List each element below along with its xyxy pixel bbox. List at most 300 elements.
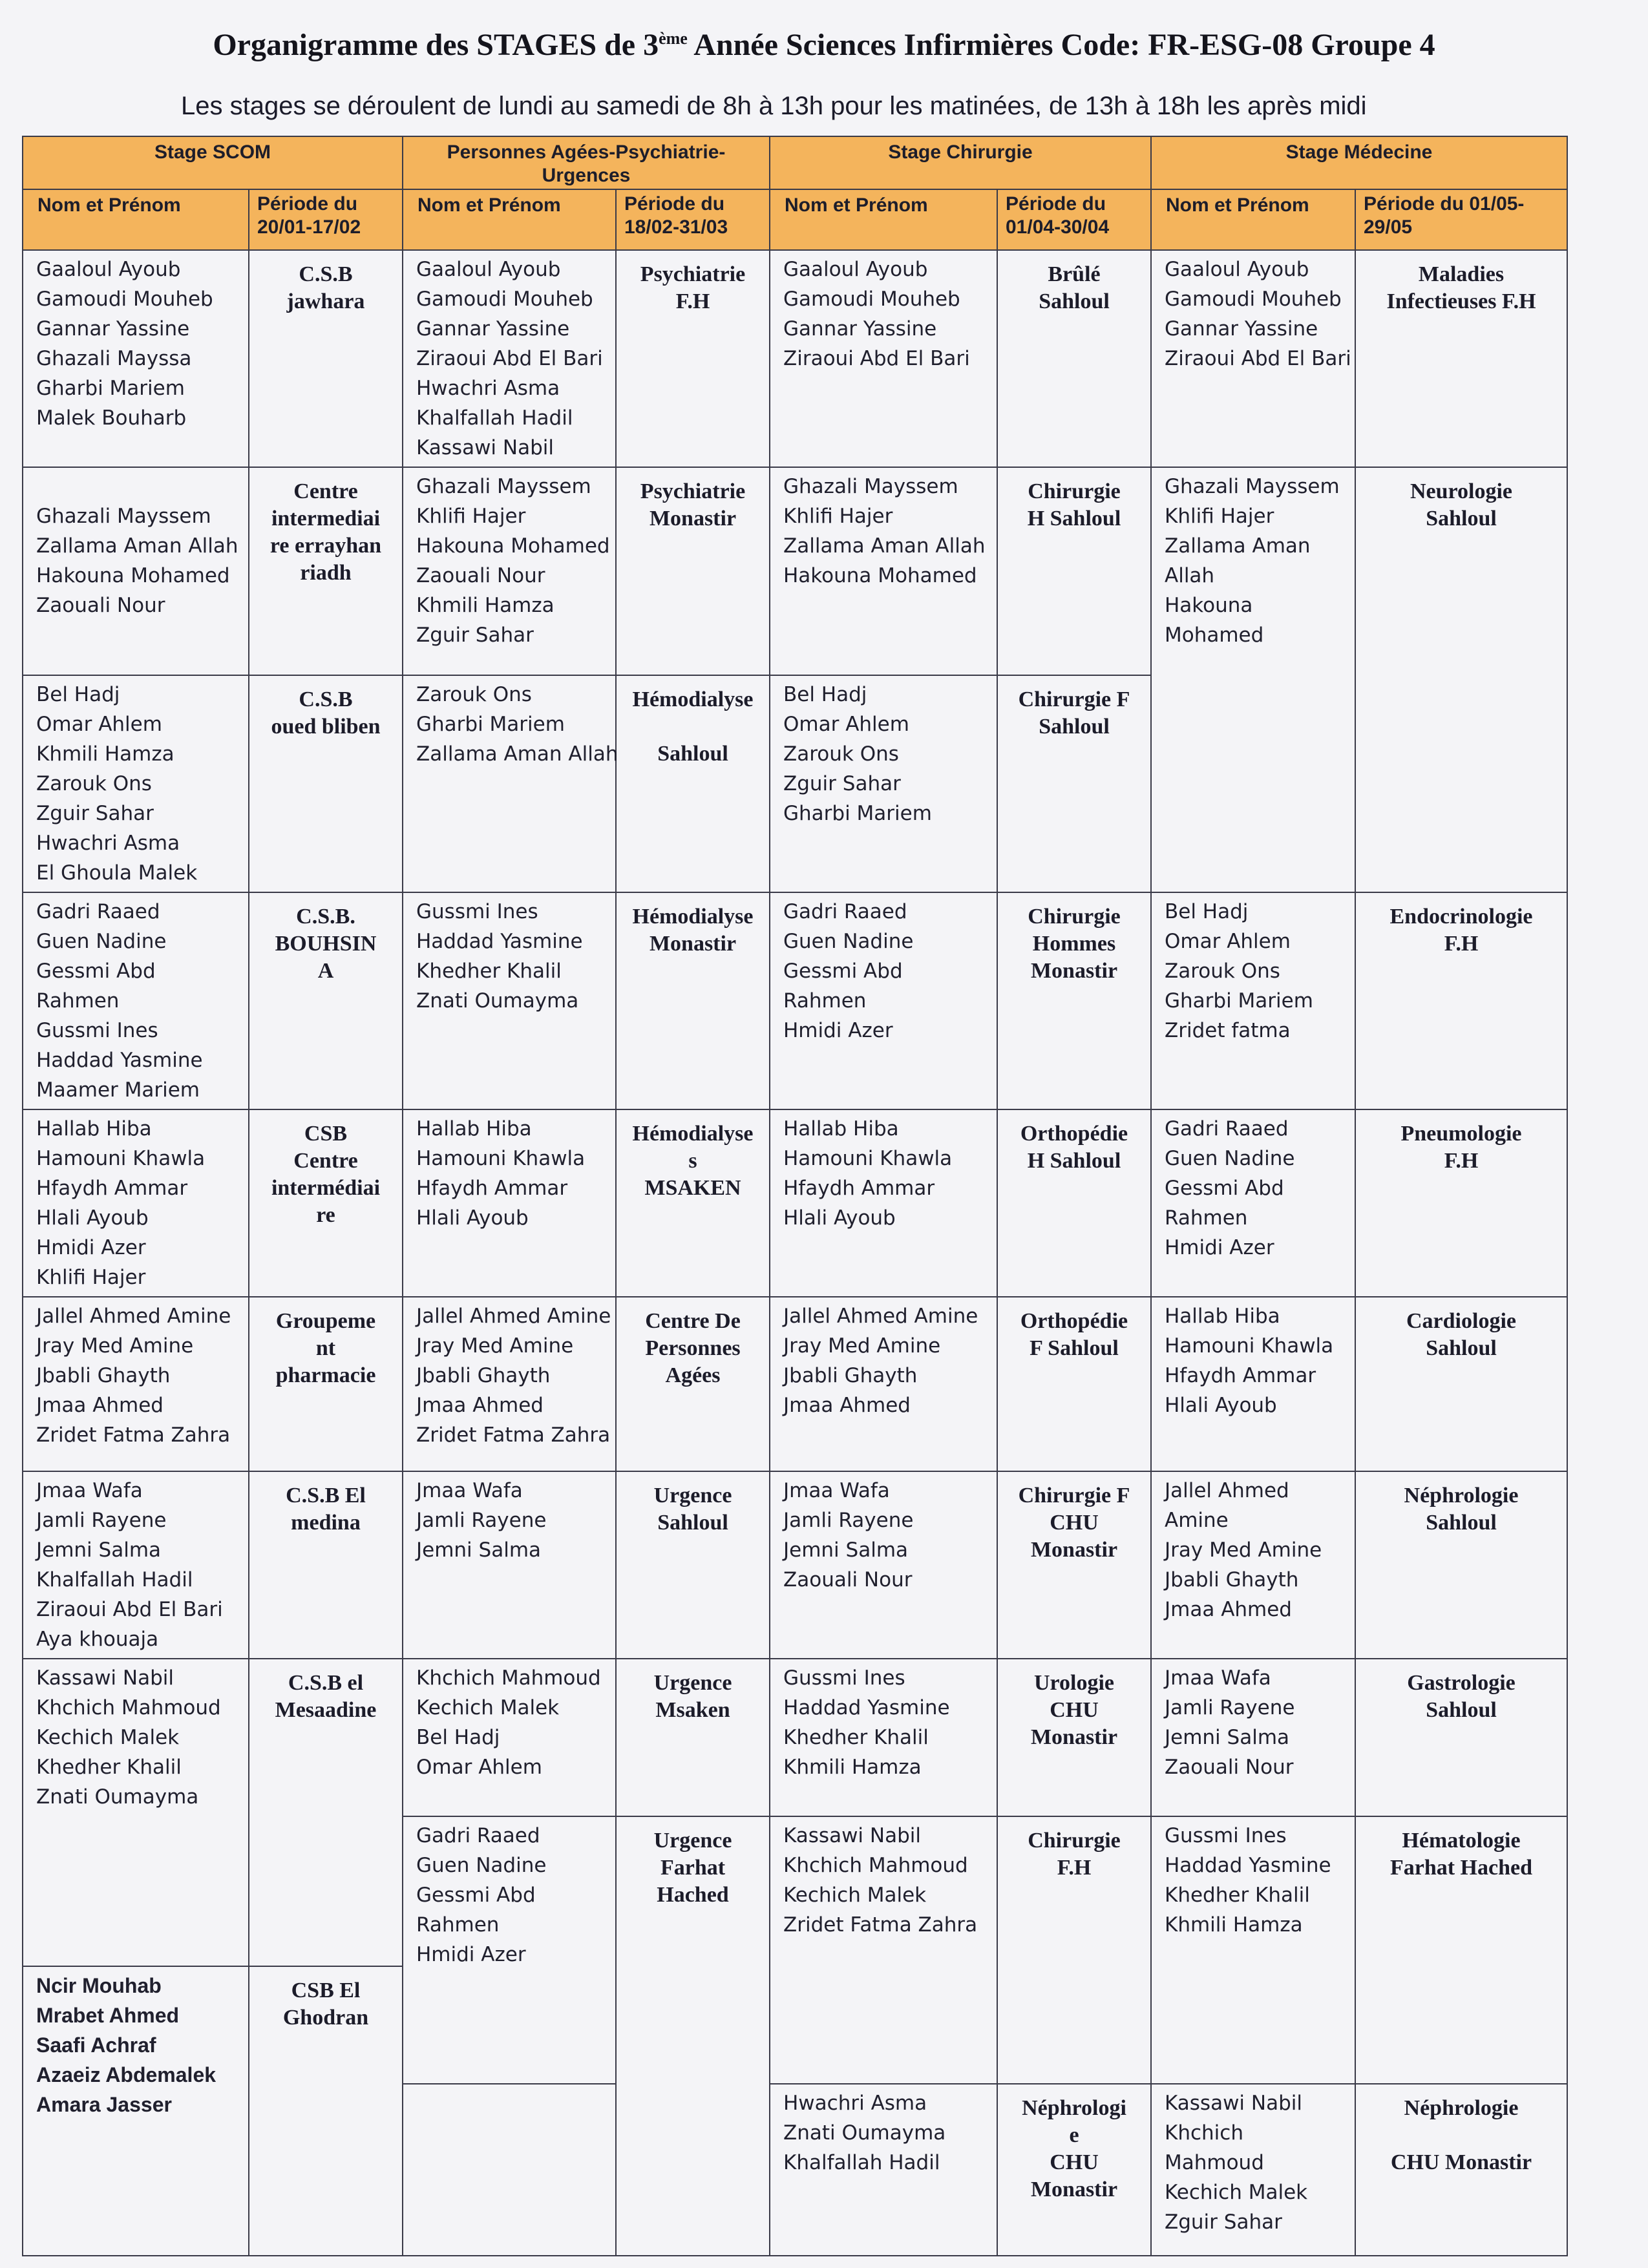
student-name: Gannar Yassine [36, 317, 190, 341]
scom-student-list [23, 892, 249, 1109]
psy-stage-location [616, 1109, 770, 1297]
empty-cell [403, 2084, 616, 2256]
location-line: e [1069, 2123, 1079, 2147]
chir-stage-location [997, 467, 1151, 675]
student-name: Hwachri Asma [783, 2092, 927, 2115]
location-line: Chirurgie [1028, 479, 1121, 503]
student-name: Jray Med Amine [783, 1334, 941, 1358]
student-name: Hakouna Mohamed [783, 564, 977, 587]
student-name: Jallel Ahmed [1165, 1479, 1289, 1502]
student-name: Bel Hadj [1165, 900, 1249, 923]
location-line: Chirurgie F [1018, 688, 1130, 711]
student-name: Gadri Raaed [783, 900, 907, 923]
student-name: Omar Ahlem [783, 713, 909, 736]
name-header-scom: Nom et Prénom [23, 189, 249, 250]
student-name: Gussmi Ines [783, 1666, 905, 1690]
header-med: Stage Médecine [1151, 136, 1567, 189]
chir-student-list [770, 467, 997, 675]
location-line: BOUHSIN [275, 932, 377, 956]
student-name: Zaouali Nour [416, 564, 545, 587]
location-line: Personnes [645, 1336, 741, 1360]
student-name: Khchich [1165, 2121, 1243, 2145]
student-name: Khlifi Hajer [36, 1266, 146, 1289]
student-name: Ncir Mouhab [36, 1974, 162, 1997]
student-name: Zallama Aman Allah [783, 534, 986, 558]
student-name: Hmidi Azer [416, 1943, 526, 1966]
student-name: Gessmi Abd [416, 1884, 536, 1907]
location-line: CHU [1050, 1698, 1099, 1722]
student-name: Khchich Mahmoud [783, 1854, 968, 1877]
med-stage-location [1355, 1109, 1567, 1297]
location-line: CHU [1050, 1511, 1099, 1535]
student-name: Guen Nadine [36, 930, 167, 953]
student-name: Jemni Salma [416, 1538, 542, 1562]
location-line: Sahloul [657, 1511, 728, 1535]
psy-stage-location [616, 892, 770, 1109]
student-name: Khedher Khalil [416, 960, 562, 983]
student-name: Hallab Hiba [416, 1117, 532, 1140]
location-line: C.S.B el [288, 1671, 364, 1695]
location-line: Monastir [1030, 2178, 1118, 2201]
location-line: F.H [1444, 932, 1479, 956]
location-line: Monastir [1030, 959, 1118, 983]
location-line: Monastir [1030, 1538, 1118, 1562]
location-line: riadh [300, 561, 352, 585]
student-name: Hamouni Khawla [1165, 1334, 1334, 1358]
location-line: C.S.B [299, 688, 353, 711]
student-name: Zarouk Ons [36, 772, 152, 795]
location-line: Néphrologie [1404, 2096, 1519, 2120]
chir-student-list [770, 250, 997, 467]
scom-student-list [23, 1109, 249, 1297]
student-name: Gharbi Mariem [1165, 989, 1313, 1013]
student-name: Gadri Raaed [416, 1824, 540, 1847]
student-name: El Ghoula Malek [36, 861, 198, 885]
psy-student-list [403, 1816, 616, 2084]
chir-student-list [770, 1297, 997, 1471]
student-name: Zaouali Nour [1165, 1756, 1294, 1779]
name-header-psy: Nom et Prénom [403, 189, 616, 250]
location-line: Hommes [1032, 932, 1116, 956]
chir-student-list [770, 892, 997, 1109]
student-name: Jemni Salma [783, 1538, 909, 1562]
student-name: Hfaydh Ammar [416, 1177, 568, 1200]
student-name: Hmidi Azer [36, 1236, 146, 1259]
location-line: H Sahloul [1027, 1149, 1121, 1173]
location-line: Farhat [660, 1856, 726, 1880]
location-line: MSAKEN [644, 1176, 741, 1200]
student-name [36, 472, 244, 501]
student-name: Jmaa Wafa [783, 1479, 890, 1502]
location-line: Mesaadine [275, 1698, 377, 1722]
med-student-list [1151, 1659, 1355, 1816]
scom-stage-location [249, 1297, 403, 1471]
header-chir: Stage Chirurgie [770, 136, 1151, 189]
student-name: Haddad Yasmine [1165, 1854, 1331, 1877]
student-name: Jbabli Ghayth [36, 1364, 171, 1387]
student-name: Gamoudi Mouheb [783, 288, 960, 311]
location-line: nt [315, 1336, 336, 1360]
student-name: Zguir Sahar [36, 802, 154, 825]
scom-student-list [23, 1471, 249, 1659]
location-line: Centre De [645, 1309, 741, 1333]
student-name: Jbabli Ghayth [783, 1364, 918, 1387]
location-line: C.S.B [299, 262, 353, 286]
location-line: Neurologie [1410, 479, 1512, 503]
student-name: Amine [1165, 1509, 1229, 1532]
student-name: Haddad Yasmine [36, 1049, 203, 1072]
location-line: C.S.B El [286, 1484, 366, 1507]
student-name: Gussmi Ines [416, 900, 538, 923]
psy-student-list [403, 1471, 616, 1659]
student-name: Jmaa Wafa [416, 1479, 523, 1502]
location-line: Infectieuses F.H [1386, 289, 1536, 313]
page-title [0, 27, 1648, 63]
chir-stage-location [997, 1659, 1151, 1816]
location-line [1361, 2122, 1561, 2149]
location-line: Psychiatrie [640, 262, 746, 286]
location-line: Sahloul [1426, 1511, 1497, 1535]
student-name: Gamoudi Mouheb [36, 288, 213, 311]
student-name: Gharbi Mariem [416, 713, 565, 736]
med-student-list [1151, 1297, 1355, 1471]
title-rest: Année Sciences Infirmières Code: FR-ESG-08 Groupe 4 [687, 28, 1435, 62]
chir-stage-location [997, 1816, 1151, 2084]
student-name: Saafi Achraf [36, 2033, 156, 2057]
scom-student-list [23, 675, 249, 892]
student-name: Zarouk Ons [1165, 960, 1280, 983]
chir-stage-location [997, 250, 1151, 467]
psy-stage-location [616, 1816, 770, 2256]
med-student-list [1151, 1816, 1355, 2084]
student-name: Mahmoud [1165, 2151, 1264, 2174]
student-name: Mohamed [1165, 624, 1264, 647]
student-name: Khalfallah Hadil [416, 406, 573, 430]
student-name: Jmaa Ahmed [1165, 1598, 1292, 1621]
student-name: Hlali Ayoub [36, 1206, 149, 1230]
student-name: Jmaa Wafa [1165, 1666, 1271, 1690]
student-name: Hfaydh Ammar [1165, 1364, 1316, 1387]
student-name: Guen Nadine [1165, 1147, 1295, 1170]
location-line: Monastir [649, 932, 737, 956]
student-name: Aya khouaja [36, 1628, 159, 1651]
location-line: Sahloul [1426, 1698, 1497, 1722]
med-student-list [1151, 2084, 1355, 2256]
student-name: Khmili Hamza [36, 742, 174, 766]
title-main: Organigramme des STAGES de 3 [213, 28, 659, 62]
location-line: Orthopédie [1020, 1309, 1128, 1333]
student-name: Guen Nadine [416, 1854, 547, 1877]
location-line: Urgence [653, 1484, 732, 1507]
student-name: Ziraoui Abd El Bari [783, 347, 970, 370]
student-name: Rahmen [36, 989, 120, 1013]
student-name: Amara Jasser [36, 2093, 172, 2116]
student-name: Hamouni Khawla [416, 1147, 586, 1170]
student-name: Gaaloul Ayoub [783, 258, 928, 281]
scom-stage-location [249, 1471, 403, 1659]
student-name: Gaaloul Ayoub [36, 258, 181, 281]
location-line: F.H [1057, 1856, 1092, 1880]
location-line: Chirurgie [1028, 1829, 1121, 1853]
med-stage-location [1355, 2084, 1567, 2256]
student-name: Hamouni Khawla [783, 1147, 953, 1170]
student-name: Jamli Rayene [416, 1509, 547, 1532]
psy-student-list [403, 1109, 616, 1297]
student-name: Malek Bouharb [36, 406, 187, 430]
location-line: Néphrologie [1404, 1484, 1519, 1507]
location-line: jawhara [286, 289, 365, 313]
student-name: Jallel Ahmed Amine [416, 1305, 611, 1328]
scom-student-list [23, 467, 249, 675]
student-name: Rahmen [783, 989, 867, 1013]
location-line: Farhat Hached [1389, 1856, 1533, 1880]
location-line: Monastir [649, 507, 737, 530]
psy-stage-location [616, 250, 770, 467]
student-name: Hlali Ayoub [1165, 1394, 1277, 1417]
header-scom: Stage SCOM [23, 136, 403, 189]
psy-student-list [403, 1659, 616, 1816]
period-header-scom: Période du 20/01-17/02 [249, 189, 403, 250]
location-line: CHU [1050, 2150, 1099, 2174]
student-name: Zallama Aman Allah [36, 534, 238, 558]
student-name: Hallab Hiba [1165, 1305, 1280, 1328]
location-line: Urgence [653, 1829, 732, 1853]
internship-table [22, 136, 1568, 2256]
student-name: Hwachri Asma [416, 377, 560, 400]
med-student-list [1151, 467, 1355, 892]
student-name: Zridet Fatma Zahra [416, 1423, 611, 1447]
location-line: Endocrinologie [1389, 905, 1533, 929]
student-name: Kassawi Nabil [416, 436, 554, 459]
location-line: pharmacie [275, 1363, 376, 1387]
student-name: Gamoudi Mouheb [1165, 288, 1342, 311]
student-name: Hfaydh Ammar [36, 1177, 188, 1200]
psy-student-list [403, 467, 616, 675]
student-name: Khedher Khalil [1165, 1884, 1310, 1907]
student-name: Khlifi Hajer [416, 505, 526, 528]
location-line: Néphrologi [1022, 2096, 1126, 2120]
psy-stage-location [616, 1297, 770, 1471]
location-line: Pneumologie [1400, 1122, 1522, 1146]
location-line: Urgence [653, 1671, 732, 1695]
scom-student-list [23, 1659, 249, 1966]
student-name: Omar Ahlem [416, 1756, 542, 1779]
student-name: Khlifi Hajer [1165, 505, 1274, 528]
chir-stage-location [997, 892, 1151, 1109]
psy-stage-location [616, 467, 770, 675]
location-line: Msaken [655, 1698, 730, 1722]
student-name: Jmaa Ahmed [783, 1394, 911, 1417]
student-name: Hamouni Khawla [36, 1147, 206, 1170]
period-header-med: Période du 01/05-29/05 [1355, 189, 1567, 250]
student-name: Gadri Raaed [36, 900, 160, 923]
chir-student-list [770, 1109, 997, 1297]
location-line: medina [291, 1511, 361, 1535]
location-line: Sahloul [1426, 1336, 1497, 1360]
student-name: Ghazali Mayssem [416, 475, 591, 498]
location-line: Sahloul [1039, 289, 1110, 313]
student-name: Hallab Hiba [783, 1117, 899, 1140]
student-name: Gharbi Mariem [36, 377, 185, 400]
location-line: CSB El [291, 1979, 361, 2002]
student-name: Zarouk Ons [783, 742, 899, 766]
student-name: Kechich Malek [416, 1696, 560, 1719]
student-name: Kassawi Nabil [36, 1666, 174, 1690]
location-line: Ghodran [282, 2006, 369, 2030]
location-line: F.H [675, 289, 710, 313]
student-name: Jamli Rayene [36, 1509, 167, 1532]
student-name: Hakouna [1165, 594, 1253, 617]
student-name: Gamoudi Mouheb [416, 288, 593, 311]
student-name: Zridet Fatma Zahra [36, 1423, 231, 1447]
location-line: Monastir [1030, 1725, 1118, 1749]
student-name: Khalfallah Hadil [36, 1568, 193, 1591]
student-name: Khmili Hamza [1165, 1913, 1303, 1937]
student-name: Jmaa Wafa [36, 1479, 143, 1502]
student-name: Hmidi Azer [1165, 1236, 1274, 1259]
med-stage-location [1355, 250, 1567, 467]
location-line: Psychiatrie [640, 479, 746, 503]
student-name: Znati Oumayma [416, 989, 579, 1013]
location-line: intermediai [271, 507, 381, 530]
student-name: Khmili Hamza [416, 594, 555, 617]
student-name: Zarouk Ons [416, 683, 532, 706]
chir-student-list [770, 1659, 997, 1816]
student-name: Gaaloul Ayoub [1165, 258, 1309, 281]
med-student-list [1151, 1109, 1355, 1297]
student-name: Rahmen [1165, 1206, 1248, 1230]
psy-student-list [403, 250, 616, 467]
student-name: Ghazali Mayssa [36, 347, 192, 370]
student-name: Rahmen [416, 1913, 500, 1937]
schedule-note: Les stages se déroulent de lundi au samedi de 8h à 13h pour les matinées, de 13h à 18h les après midi [181, 92, 1367, 120]
student-name: Jemni Salma [36, 1538, 162, 1562]
location-line: Chirurgie [1028, 905, 1121, 929]
location-line: Sahloul [1039, 715, 1110, 739]
student-name: Hakouna Mohamed [36, 564, 230, 587]
chir-stage-location [997, 1471, 1151, 1659]
psy-student-list [403, 675, 616, 892]
student-name: Azaeiz Abdemalek [36, 2063, 217, 2086]
student-name: Zaouali Nour [36, 594, 165, 617]
student-name: Omar Ahlem [1165, 930, 1291, 953]
student-name: Khchich Mahmoud [36, 1696, 221, 1719]
med-stage-location [1355, 892, 1567, 1109]
chir-stage-location [997, 1109, 1151, 1297]
student-name: Gessmi Abd [783, 960, 903, 983]
name-header-chir: Nom et Prénom [770, 189, 997, 250]
location-line: Brûlé [1048, 262, 1101, 286]
scom-stage-location [249, 467, 403, 675]
chir-stage-location [997, 2084, 1151, 2256]
student-name: Ziraoui Abd El Bari [416, 347, 603, 370]
student-name: Bel Hadj [783, 683, 867, 706]
student-name: Znati Oumayma [783, 2121, 946, 2145]
period-header-chir: Période du 01/04-30/04 [997, 189, 1151, 250]
location-line: Hémodialyse [632, 905, 754, 929]
student-name: Gannar Yassine [783, 317, 937, 341]
title-superscript: ème [659, 29, 688, 48]
location-line: C.S.B. [296, 905, 355, 929]
student-name: Jmaa Ahmed [36, 1394, 164, 1417]
student-name: Gharbi Mariem [783, 802, 932, 825]
scom-student-list [23, 250, 249, 467]
med-student-list [1151, 1471, 1355, 1659]
student-name: Znati Oumayma [36, 1785, 199, 1809]
med-stage-location [1355, 467, 1567, 892]
student-name: Kechich Malek [1165, 2181, 1308, 2204]
location-line: Orthopédie [1020, 1122, 1128, 1146]
location-line: A [317, 959, 334, 983]
student-name: Jamli Rayene [1165, 1696, 1295, 1719]
chir-stage-location [997, 1297, 1151, 1471]
student-name: Ziraoui Abd El Bari [36, 1598, 223, 1621]
student-name: Jallel Ahmed Amine [783, 1305, 978, 1328]
location-line: Sahloul [1426, 507, 1497, 530]
psy-stage-location [616, 1471, 770, 1659]
med-stage-location [1355, 1471, 1567, 1659]
chir-student-list [770, 1816, 997, 2084]
student-name: Jamli Rayene [783, 1509, 914, 1532]
student-name: Kechich Malek [36, 1726, 180, 1749]
med-stage-location [1355, 1297, 1567, 1471]
scom-stage-location [249, 1109, 403, 1297]
student-name: Zallama Aman Allah [416, 742, 618, 766]
scom-student-list [23, 1966, 249, 2256]
location-line: Hached [657, 1883, 729, 1907]
location-line: Centre [293, 1149, 358, 1173]
location-line: Groupeme [275, 1309, 376, 1333]
student-name: Zaouali Nour [783, 1568, 913, 1591]
location-line: intermédiai [271, 1176, 381, 1200]
student-name: Kechich Malek [783, 1884, 927, 1907]
student-name: Kassawi Nabil [783, 1824, 921, 1847]
student-name: Hakouna Mohamed [416, 534, 610, 558]
psy-stage-location [616, 675, 770, 892]
location-line: re [316, 1203, 335, 1227]
location-line [622, 713, 764, 740]
scom-stage-location [249, 675, 403, 892]
location-line: Centre [293, 479, 358, 503]
scom-stage-location [249, 250, 403, 467]
psy-student-list [403, 1297, 616, 1471]
student-name: Maamer Mariem [36, 1078, 200, 1102]
student-name: Gussmi Ines [1165, 1824, 1287, 1847]
psy-stage-location [616, 1659, 770, 1816]
name-header-med: Nom et Prénom [1151, 189, 1355, 250]
location-line: Chirurgie F [1018, 1484, 1130, 1507]
student-name: Khedher Khalil [36, 1756, 182, 1779]
student-name: Jbabli Ghayth [1165, 1568, 1299, 1591]
scom-student-list [23, 1297, 249, 1471]
med-student-list [1151, 892, 1355, 1109]
student-name: Hallab Hiba [36, 1117, 152, 1140]
student-name: Jray Med Amine [36, 1334, 194, 1358]
location-line: Urologie [1033, 1671, 1114, 1695]
location-line: s [688, 1149, 697, 1173]
location-line: re errayhan [269, 534, 382, 558]
student-name: Khalfallah Hadil [783, 2151, 940, 2174]
student-name: Gannar Yassine [416, 317, 570, 341]
student-name: Gessmi Abd [1165, 1177, 1284, 1200]
student-name: Zguir Sahar [1165, 2210, 1282, 2234]
student-name: Kassawi Nabil [1165, 2092, 1302, 2115]
location-line: oued bliben [271, 715, 381, 739]
period-header-psy: Période du 18/02-31/03 [616, 189, 770, 250]
med-stage-location [1355, 1816, 1567, 2084]
student-name: Gessmi Abd [36, 960, 156, 983]
location-line: Cardiologie [1406, 1309, 1516, 1333]
